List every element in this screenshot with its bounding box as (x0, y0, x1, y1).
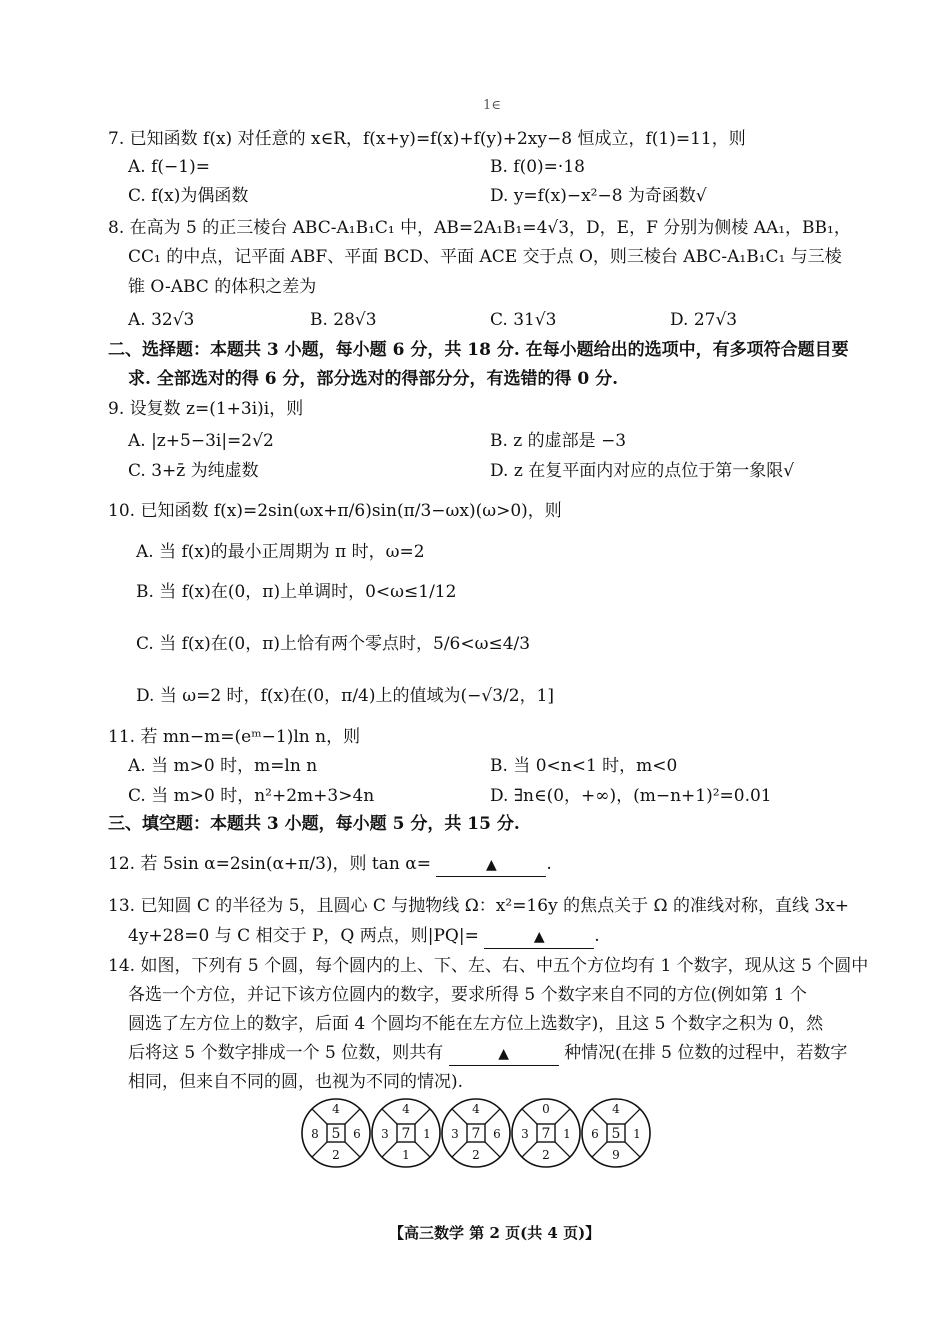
q9-option-d: D. z 在复平面内对应的点位于第一象限√ (490, 461, 795, 481)
q12-line (108, 853, 552, 877)
circle-top-digit: 4 (332, 1102, 340, 1116)
divider-line (452, 1142, 467, 1157)
q8-line-1: 8. 在高为 5 的正三棱台 ABC-A₁B₁C₁ 中，AB=2A₁B₁=4√3，D，E，F 分别为侧棱 AA₁，BB₁， (108, 218, 851, 238)
circle-4 (512, 1099, 580, 1167)
q14-line-3: 圆选了左方位上的数字，后面 4 个圆均不能在左方位上选数字)，且这 5 个数字之积为 0，然 (128, 1014, 824, 1034)
q14-line-5: 相同，但来自不同的圆，也视为不同的情况). (128, 1072, 464, 1092)
header-stamp: 1∈ (483, 98, 501, 113)
divider-line (415, 1142, 430, 1157)
answer-triangle-icon: ▲ (533, 929, 545, 945)
circle-right-digit: 1 (563, 1127, 571, 1141)
q10-option-c: C. 当 f(x)在(0，π)上恰有两个零点时，5/6<ω≤4/3 (136, 634, 531, 654)
circles-svg (300, 1097, 652, 1169)
divider-line (345, 1142, 360, 1157)
divider-line (382, 1142, 397, 1157)
q8-option-d: D. 27√3 (670, 310, 738, 330)
q7-option-d: D. y=f(x)−x²−8 为奇函数√ (490, 186, 707, 206)
circle-1 (302, 1099, 370, 1167)
divider-line (592, 1142, 607, 1157)
q7-option-a: A. f(−1)= (128, 157, 210, 177)
page-footer: 【高三数学 第 2 页(共 4 页)】 (389, 1224, 601, 1242)
q12-answer-blank[interactable] (436, 853, 546, 877)
circle-top-digit: 4 (472, 1102, 480, 1116)
q12-stem: 12. 若 5sin α=2sin(α+π/3)，则 tan α= (108, 854, 431, 874)
circle-5 (582, 1099, 650, 1167)
q9-option-a: A. |z+5−3i|=2√2 (128, 431, 274, 451)
divider-line (312, 1109, 327, 1124)
q14-line-4 (128, 1042, 847, 1066)
section3-heading: 三、填空题：本题共 3 小题，每小题 5 分，共 15 分. (108, 814, 520, 834)
circle-left-digit: 3 (521, 1127, 529, 1141)
circle-top-digit: 0 (542, 1102, 550, 1116)
q8-line-2: CC₁ 的中点，记平面 ABF、平面 BCD、平面 ACE 交于点 O，则三棱台 ABC-A₁B₁C₁ 与三棱 (128, 247, 842, 267)
q9-option-c: C. 3+z̄ 为纯虚数 (128, 461, 259, 481)
q11-option-b: B. 当 0<n<1 时，m<0 (490, 756, 678, 776)
circle-center-digit: 5 (331, 1126, 341, 1142)
q10-stem: 10. 已知函数 f(x)=2sin(ωx+π/6)sin(π/3−ωx)(ω>0)，则 (108, 501, 562, 521)
divider-line (382, 1109, 397, 1124)
q10-option-b: B. 当 f(x)在(0，π)上单调时，0<ω≤1/12 (136, 582, 457, 602)
divider-line (555, 1142, 570, 1157)
circle-bottom-digit: 2 (472, 1148, 480, 1162)
q12-tail: . (546, 854, 552, 874)
circle-right-digit: 6 (493, 1127, 501, 1141)
circle-center-digit: 7 (471, 1126, 481, 1142)
section2-line-2: 求. 全部选对的得 6 分，部分选对的得部分分，有选错的得 0 分. (128, 369, 619, 389)
circle-center-digit: 7 (541, 1126, 551, 1142)
q7-option-c: C. f(x)为偶函数 (128, 186, 249, 206)
divider-line (592, 1109, 607, 1124)
q7-stem: 7. 已知函数 f(x) 对任意的 x∈R，f(x+y)=f(x)+f(y)+2xy−8 恒成立，f(1)=11，则 (108, 129, 746, 149)
circle-right-digit: 6 (353, 1127, 361, 1141)
circle-3 (442, 1099, 510, 1167)
divider-line (452, 1109, 467, 1124)
circle-left-digit: 3 (451, 1127, 459, 1141)
q13-answer-blank[interactable] (484, 925, 594, 949)
circle-top-digit: 4 (402, 1102, 410, 1116)
q8-line-3: 锥 O-ABC 的体积之差为 (128, 277, 317, 297)
divider-line (555, 1109, 570, 1124)
divider-line (485, 1142, 500, 1157)
divider-line (345, 1109, 360, 1124)
circle-bottom-digit: 2 (542, 1148, 550, 1162)
q8-option-c: C. 31√3 (490, 310, 557, 330)
q14-text-b: 种情况(在排 5 位数的过程中，若数字 (564, 1043, 848, 1063)
q14-line-1: 14. 如图，下列有 5 个圆，每个圆内的上、下、左、右、中五个方位均有 1 个数字，现从这 5 个圆中 (108, 956, 869, 976)
q13-line-1: 13. 已知圆 C 的半径为 5，且圆心 C 与抛物线 Ω：x²=16y 的焦点关于 Ω 的准线对称，直线 3x+ (108, 896, 850, 916)
circle-left-digit: 3 (381, 1127, 389, 1141)
answer-triangle-icon: ▲ (486, 857, 497, 873)
section2-line-1: 二、选择题：本题共 3 小题，每小题 6 分，共 18 分. 在每小题给出的选项中，有多项符合题目要 (108, 340, 849, 360)
q14-answer-blank[interactable] (449, 1042, 559, 1066)
q14-text-a: 后将这 5 个数字排成一个 5 位数，则共有 (128, 1043, 444, 1063)
q10-option-d: D. 当 ω=2 时，f(x)在(0，π/4)上的值域为(−√3/2，1] (136, 686, 555, 706)
circle-bottom-digit: 1 (402, 1148, 410, 1162)
circle-right-digit: 1 (423, 1127, 431, 1141)
divider-line (625, 1109, 640, 1124)
circle-top-digit: 4 (612, 1102, 620, 1116)
circle-bottom-digit: 2 (332, 1148, 340, 1162)
q13-tail: . (594, 926, 600, 946)
q7-option-b: B. f(0)=·18 (490, 157, 585, 177)
q11-option-c: C. 当 m>0 时，n²+2m+3>4n (128, 786, 375, 806)
circle-right-digit: 1 (633, 1127, 641, 1141)
divider-line (312, 1142, 327, 1157)
divider-line (522, 1109, 537, 1124)
q13-line-2 (128, 925, 600, 949)
divider-line (625, 1142, 640, 1157)
circle-center-digit: 7 (401, 1126, 411, 1142)
q14-line-2: 各选一个方位，并记下该方位圆内的数字，要求所得 5 个数字来自不同的方位(例如第 1 个 (128, 985, 807, 1005)
circle-bottom-digit: 9 (612, 1148, 620, 1162)
q8-option-b: B. 28√3 (310, 310, 377, 330)
circle-center-digit: 5 (611, 1126, 621, 1142)
q11-option-d: D. ∃n∈(0，+∞)，(m−n+1)²=0.01 (490, 786, 772, 806)
q11-option-a: A. 当 m>0 时，m=ln n (128, 756, 318, 776)
circle-left-digit: 8 (311, 1127, 319, 1141)
circle-2 (372, 1099, 440, 1167)
answer-triangle-icon: ▲ (498, 1046, 510, 1062)
q8-option-a: A. 32√3 (128, 310, 195, 330)
q13-text: 4y+28=0 与 C 相交于 P，Q 两点，则|PQ|= (128, 926, 479, 946)
q9-option-b: B. z 的虚部是 −3 (490, 431, 627, 451)
divider-line (522, 1142, 537, 1157)
q11-stem: 11. 若 mn−m=(eᵐ−1)ln n，则 (108, 727, 361, 747)
divider-line (485, 1109, 500, 1124)
circle-left-digit: 6 (591, 1127, 599, 1141)
q9-stem: 9. 设复数 z=(1+3i)i，则 (108, 399, 304, 419)
q14-circles-figure (300, 1097, 652, 1169)
divider-line (415, 1109, 430, 1124)
q10-option-a: A. 当 f(x)的最小正周期为 π 时，ω=2 (136, 542, 425, 562)
